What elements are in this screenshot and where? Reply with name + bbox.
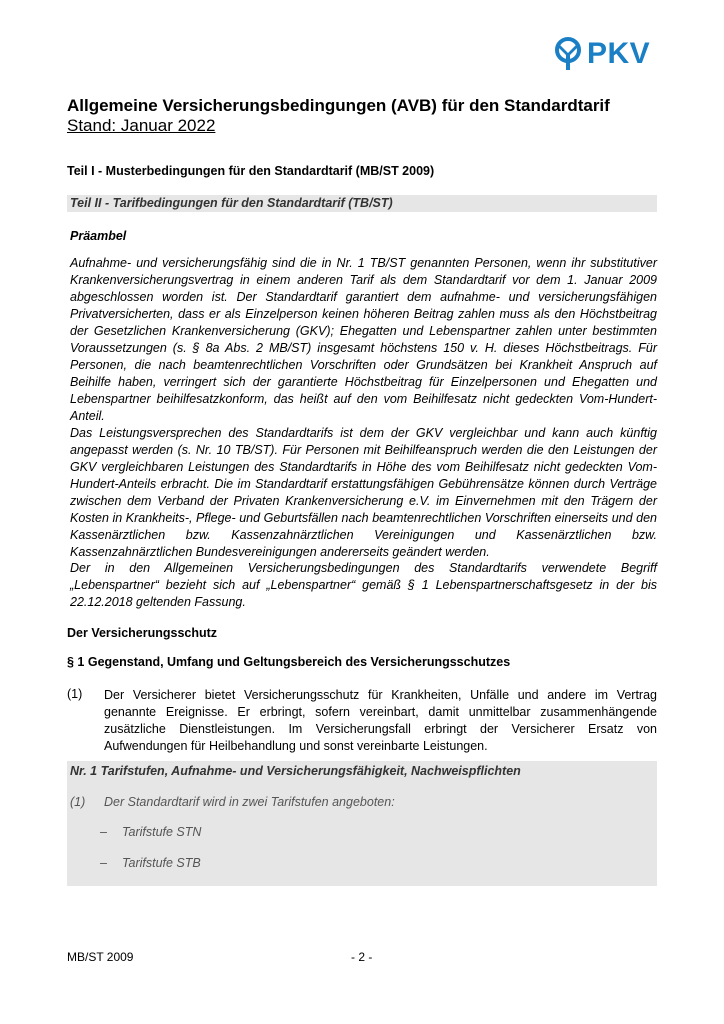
page-number: - 2 -	[351, 950, 373, 964]
praeambel-heading: Präambel	[70, 229, 127, 243]
document-subtitle: Stand: Januar 2022	[67, 116, 216, 135]
part1-heading: Teil I - Musterbedingungen für den Standardtarif (MB/ST 2009)	[67, 164, 435, 178]
praeambel-paragraph-3: Der in den Allgemeinen Versicherungsbedingungen des Standardtarifs verwendete Begriff „Lebenspartner“ bezieht sich auf „Lebenspartner“ gemäß § 1 Lebenspartnerschaftsgesetz in der bis 22.12.2018 geltenden Fassung.	[70, 561, 657, 609]
versicherungsschutz-heading: Der Versicherungsschutz	[67, 626, 218, 640]
nr1-shaded-box	[67, 761, 657, 886]
bullet-dash: –	[100, 856, 107, 870]
section-1-item-number: (1)	[67, 687, 83, 701]
bullet-dash: –	[100, 825, 107, 839]
bullet-item-stb: Tarifstufe STB	[122, 856, 201, 870]
nr1-item-text: Der Standardtarif wird in zwei Tarifstufen angeboten:	[104, 795, 395, 809]
pkv-logo-icon	[553, 37, 583, 71]
footer-doc-id: MB/ST 2009	[67, 950, 134, 964]
nr1-item-number: (1)	[70, 795, 86, 809]
document-title: Allgemeine Versicherungsbedingungen (AVB) für den Standardtarif	[67, 96, 610, 115]
pkv-logo-text: PKV	[587, 37, 651, 70]
bullet-item-stn: Tarifstufe STN	[122, 825, 202, 839]
section-1-heading: § 1 Gegenstand, Umfang und Geltungsbereich des Versicherungsschutzes	[67, 655, 511, 669]
praeambel-paragraph-1: Aufnahme- und versicherungsfähig sind die in Nr. 1 TB/ST genannten Personen, wenn ihr substitutiver Krankenversicherungsvertrag in einem anderen Tarif als dem Standardtarif vor dem 1. Januar 2009 abgeschlossen worden ist. Der Standardtarif garantiert dem aufnahme- und versicherungsfähigen Privatversicherten, dass er als Einzelperson keinen höheren Beitrag zahlen muss als den Höchstbeitrag der Gesetzlichen Krankenversicherung (GKV); Ehegatten und Lebenspartner zahlen unter bestimmten Voraussetzungen (s. § 8a Abs. 2 MB/ST) insgesamt höchstens 150 v. H. dieses Höchstbeitrags. Für Personen, die nach beamtenrechtlichen Vorschriften oder Grundsätzen bei Krankheit Anspruch auf Beihilfe haben, verringert sich der garantierte Höchstbeitrag für Einzelpersonen und Ehegatten und Lebenspartner beihilfesatzkonform, das heißt auf den vom Beihilfesatz nicht gedeckten Vom-Hundert-Anteil.	[70, 256, 657, 423]
praeambel-paragraph-2: Das Leistungsversprechen des Standardtarifs ist dem der GKV vergleichbar und kann auch künftig angepasst werden (s. Nr. 10 TB/ST). Für Personen mit Beihilfeanspruch werden die den Leistungen der GKV vergleichbaren Leistungen des Standardtarifs in Höhe des vom Beihilfesatz nicht gedeckten Vom-Hundert-Anteils erbracht. Die im Standardtarif erstattungsfähigen Gebührensätze können durch Verträge zwischen dem Verband der Privaten Krankenversicherung e.V. im Einvernehmen mit den Trägern der Kosten in Krankheits-, Pflege- und Geburtsfällen nach beamtenrechtlichen Vorschriften einerseits und den Kassenärztlichen bzw. Kassenzahnärztlichen Vereinigungen und Kassenärztlichen bzw. Kassenzahnärztlichen Bundesvereinigungen andererseits geändert werden.	[70, 426, 657, 559]
part2-heading: Teil II - Tarifbedingungen für den Standardtarif (TB/ST)	[67, 195, 657, 212]
nr1-heading: Nr. 1 Tarifstufen, Aufnahme- und Versicherungsfähigkeit, Nachweispflichten	[70, 764, 521, 778]
section-1-item-text: Der Versicherer bietet Versicherungsschutz für Krankheiten, Unfälle und andere im Vertrag genannte Ereignisse. Er erbringt, sofern vereinbart, damit unmittelbar zusammenhängende zusätzliche Dienstleistungen. Im Versicherungsfall erbringt der Versicherer Ersatz von Aufwendungen für Heilbehandlung und sonst vereinbarte Leistungen.	[104, 688, 657, 753]
pkv-logo	[553, 34, 650, 74]
